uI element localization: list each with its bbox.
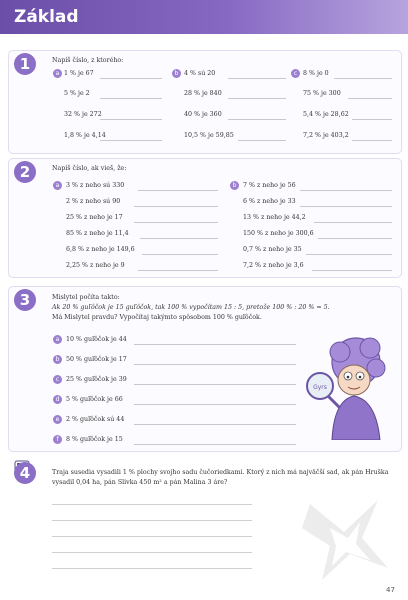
exercise-item: 25 % z neho je 17 xyxy=(66,214,123,221)
exercise-item: 50 % guľôčok je 17 xyxy=(66,356,127,363)
answer-line[interactable] xyxy=(348,98,392,99)
answer-line[interactable] xyxy=(352,140,392,141)
exercise-item: 13 % z neho je 44,2 xyxy=(243,214,306,221)
exercise-number-1: 1 xyxy=(14,53,36,75)
answer-line[interactable] xyxy=(134,424,296,425)
exercise-item: 4 % sú 20 xyxy=(184,70,216,77)
exercise-item: 2 % z neho sú 90 xyxy=(66,198,121,205)
exercise-item: 6,8 % z neho je 149,6 xyxy=(66,246,135,253)
exercise-4-text-line-2: vysadil 0,04 ha, pán Slivka 450 m² a pán Malina 3 áre? xyxy=(52,479,228,486)
exercise-item: 10 % guľôčok je 44 xyxy=(66,336,127,343)
answer-line[interactable] xyxy=(306,254,392,255)
answer-line[interactable] xyxy=(100,140,162,141)
answer-line[interactable] xyxy=(52,536,252,537)
exercise-item: 7 % z neho je 56 xyxy=(243,182,296,189)
exercise-item: 5 % guľôčok je 66 xyxy=(66,396,123,403)
exercise-3-intro: Mislytel počíta takto: xyxy=(52,294,120,301)
page-title: Základ xyxy=(14,7,79,27)
answer-line[interactable] xyxy=(52,568,252,569)
answer-line[interactable] xyxy=(134,404,296,405)
exercise-item: 1,8 % je 4,14 xyxy=(64,132,106,139)
exercise-item: 32 % je 272 xyxy=(64,111,102,118)
exercise-item: 10,5 % je 59,85 xyxy=(184,132,234,139)
answer-line[interactable] xyxy=(228,119,286,120)
exercise-item: 6 % z neho je 33 xyxy=(243,198,296,205)
page-number: 47 xyxy=(386,586,395,594)
answer-line[interactable] xyxy=(52,552,252,553)
item-badge-e: e xyxy=(53,415,62,424)
answer-line[interactable] xyxy=(318,238,392,239)
answer-line[interactable] xyxy=(138,190,218,191)
mascot-label: Gyrs xyxy=(313,384,327,391)
answer-line[interactable] xyxy=(228,78,286,79)
mislytel-mascot-illustration xyxy=(300,336,390,440)
exercise-4-text-line-1: Traja susedia vysadili 1 % plochy svojho sadu čučoriedkami. Ktorý z nich má najväčší sad, ak pán Hruška xyxy=(52,469,389,476)
answer-line[interactable] xyxy=(134,206,218,207)
exercise-number-2: 2 xyxy=(14,161,36,183)
exercise-1-instruction: Napíš číslo, z ktorého: xyxy=(52,57,124,64)
answer-line[interactable] xyxy=(134,364,296,365)
item-badge-c: c xyxy=(53,375,62,384)
exercise-item: 2 % guľôčok sú 44 xyxy=(66,416,125,423)
answer-line[interactable] xyxy=(134,444,296,445)
exercise-number-3: 3 xyxy=(14,289,36,311)
exercise-item: 3 % z neho sú 330 xyxy=(66,182,125,189)
answer-line[interactable] xyxy=(352,119,392,120)
column-badge-a: a xyxy=(53,181,62,190)
exercise-item: 75 % je 300 xyxy=(303,90,341,97)
exercise-item: 5,4 % je 28,62 xyxy=(303,111,349,118)
answer-line[interactable] xyxy=(140,238,218,239)
column-badge-a: a xyxy=(53,69,62,78)
answer-line[interactable] xyxy=(100,78,162,79)
answer-line[interactable] xyxy=(334,78,392,79)
exercise-number-4: 4 xyxy=(14,462,36,484)
exercise-item: 1 % je 67 xyxy=(64,70,94,77)
item-badge-a: a xyxy=(53,335,62,344)
answer-line[interactable] xyxy=(138,270,218,271)
exercise-item: 8 % je 0 xyxy=(303,70,329,77)
exercise-item: 7,2 % z neho je 3,6 xyxy=(243,262,304,269)
column-badge-b: b xyxy=(172,69,181,78)
item-badge-b: b xyxy=(53,355,62,364)
answer-line[interactable] xyxy=(134,384,296,385)
answer-line[interactable] xyxy=(238,140,286,141)
answer-line[interactable] xyxy=(100,119,162,120)
answer-line[interactable] xyxy=(134,344,296,345)
exercise-item: 28 % je 840 xyxy=(184,90,222,97)
answer-line[interactable] xyxy=(314,222,392,223)
answer-line[interactable] xyxy=(228,98,286,99)
answer-line[interactable] xyxy=(134,222,218,223)
answer-line[interactable] xyxy=(300,206,392,207)
publisher-logo-watermark xyxy=(300,498,390,582)
exercise-item: 7,2 % je 403,2 xyxy=(303,132,349,139)
page-header xyxy=(0,0,408,34)
exercise-item: 25 % guľôčok je 39 xyxy=(66,376,127,383)
exercise-3-question: Má Mislytel pravdu? Vypočítaj takýmto spôsobom 100 % guľôčok. xyxy=(52,314,262,321)
column-badge-c: c xyxy=(291,69,300,78)
answer-line[interactable] xyxy=(312,270,392,271)
item-badge-f: f xyxy=(53,435,62,444)
column-badge-b: b xyxy=(230,181,239,190)
exercise-3-example: Ak 20 % guľôčok je 15 guľôčok, tak 100 % vypočítam 15 : 5, pretože 100 % : 20 % = 5. xyxy=(52,304,330,311)
answer-line[interactable] xyxy=(52,520,252,521)
exercise-item: 0,7 % z neho je 35 xyxy=(243,246,302,253)
exercise-item: 5 % je 2 xyxy=(64,90,90,97)
answer-line[interactable] xyxy=(100,98,162,99)
exercise-item: 8 % guľôčok je 15 xyxy=(66,436,123,443)
exercise-item: 150 % z neho je 300,6 xyxy=(243,230,314,237)
answer-line[interactable] xyxy=(52,504,252,505)
item-badge-d: d xyxy=(53,395,62,404)
exercise-item: 40 % je 360 xyxy=(184,111,222,118)
answer-line[interactable] xyxy=(300,190,392,191)
answer-line[interactable] xyxy=(142,254,218,255)
exercise-2-instruction: Napíš číslo, ak vieš, že: xyxy=(52,165,127,172)
exercise-item: 85 % z neho je 11,4 xyxy=(66,230,129,237)
exercise-item: 2,25 % z neho je 9 xyxy=(66,262,125,269)
